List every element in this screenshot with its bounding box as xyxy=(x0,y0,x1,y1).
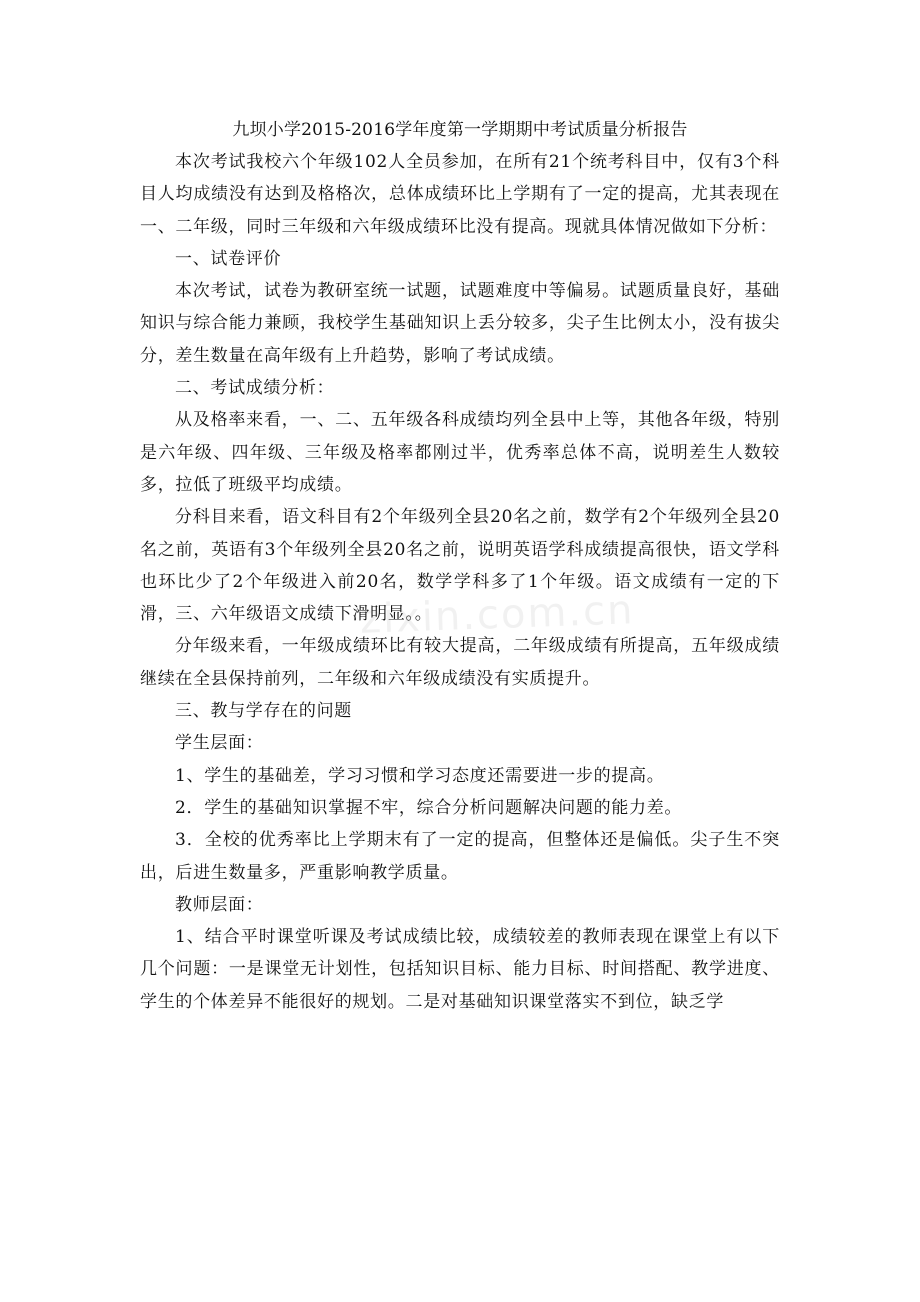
list-item: 1、结合平时课堂听课及考试成绩比较，成绩较差的教师表现在课堂上有以下几个问题：一是课堂无计划性，包括知识目标、能力目标、时间搭配、教学进度、学生的个体差异不能很好的规划。二是对基础知识课堂落实不到位，缺乏学 xyxy=(140,927,780,1012)
document-title: 九坝小学2015-2016学年度第一学期期中考试质量分析报告 xyxy=(232,120,688,140)
paragraph: 分年级来看，一年级成绩环比有较大提高，二年级成绩有所提高，五年级成绩继续在全县保持前列，二年级和六年级成绩没有实质提升。 xyxy=(140,636,780,689)
paragraph: 从及格率来看，一、二、五年级各科成绩均列全县中上等，其他各年级，特别是六年级、四年级、三年级及格率都刚过半，优秀率总体不高，说明差生人数较多，拉低了班级平均成绩。 xyxy=(140,410,780,495)
paragraph: 本次考试，试卷为教研室统一试题，试题难度中等偏易。试题质量良好，基础知识与综合能力兼顾，我校学生基础知识上丢分较多，尖子生比例太小，没有拔尖分，差生数量在高年级有上升趋势，影响了考试成绩。 xyxy=(140,281,780,366)
watermark: zixin.com.cn xyxy=(359,587,636,643)
list-item: 2．学生的基础知识掌握不牢，综合分析问题解决问题的能力差。 xyxy=(175,797,683,818)
list-item: 3．全校的优秀率比上学期末有了一定的提高，但整体还是偏低。尖子生不突出，后进生数量多，严重影响教学质量。 xyxy=(140,830,780,883)
section-heading: 二、考试成绩分析： xyxy=(175,378,335,399)
document-body xyxy=(140,114,780,1018)
paragraph: 本次考试我校六个年级102人全员参加，在所有21个统考科目中，仅有3个科目人均成绩没有达到及格格次，总体成绩环比上学期有了一定的提高，尤其表现在一、二年级，同时三年级和六年级成绩环比没有提高。现就具体情况做如下分析： xyxy=(140,152,780,237)
subsection-heading: 教师层面： xyxy=(175,894,264,915)
subsection-heading: 学生层面： xyxy=(175,733,264,754)
section-heading: 一、试卷评价 xyxy=(175,248,282,269)
list-item: 1、学生的基础差，学习习惯和学习态度还需要进一步的提高。 xyxy=(175,765,665,786)
paragraph: 分科目来看，语文科目有2个年级列全县20名之前，数学有2个年级列全县20名之前，英语有3个年级列全县20名之前，说明英语学科成绩提高很快，语文学科也环比少了2个年级进入前20名，数学学科多了1个年级。语文成绩有一定的下滑，三、六年级语文成绩下滑明显。。 xyxy=(140,507,780,625)
section-heading: 三、教与学存在的问题 xyxy=(175,701,352,722)
